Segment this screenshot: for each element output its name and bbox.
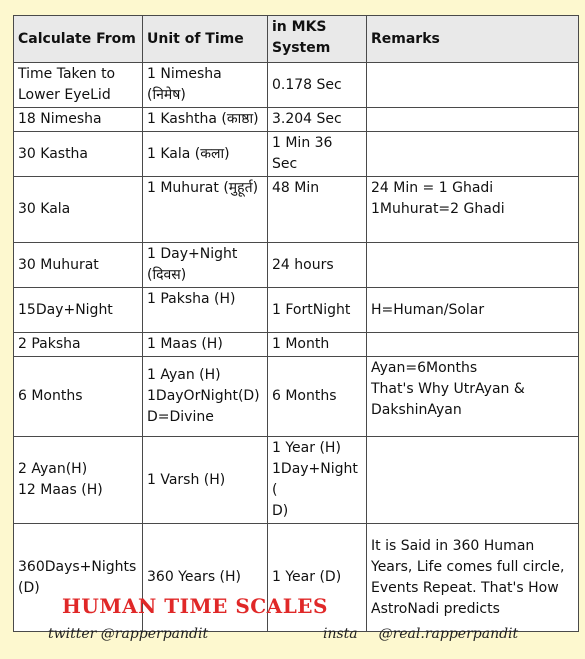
cell-unit-of-time: 360 Years (H) (143, 524, 268, 632)
cell-remarks (367, 243, 579, 288)
footer-title: HUMAN TIME SCALES (62, 594, 328, 618)
cell-calculate-from: 2 Ayan(H) 12 Maas (H) (14, 437, 143, 524)
table-row (14, 177, 579, 243)
header-calculate-from: Calculate From (14, 16, 143, 63)
header-remarks: Remarks (367, 16, 579, 63)
table-row (14, 357, 579, 437)
cell-mks: 1 Year (H) 1Day+Night( D) (268, 437, 367, 524)
cell-remarks: It is Said in 360 Human Years, Life comes full circle, Events Repeat. That's How AstroNadi predicts (367, 524, 579, 632)
cell-unit-of-time: 1 Paksha (H) (143, 288, 268, 333)
cell-calculate-from: 15Day+Night (14, 288, 143, 333)
cell-remarks: 24 Min = 1 Ghadi 1Muhurat=2 Ghadi (367, 177, 579, 243)
header-mks-system: in MKS System (268, 16, 367, 63)
cell-unit-of-time: 1 Maas (H) (143, 333, 268, 357)
cell-mks: 1 Min 36 Sec (268, 132, 367, 177)
cell-calculate-from: 360Days+Nights (D) (14, 524, 143, 632)
table-row (14, 288, 579, 333)
cell-remarks: Ayan=6Months That's Why UtrAyan & DakshinAyan (367, 357, 579, 437)
cell-calculate-from: 2 Paksha (14, 333, 143, 357)
cell-calculate-from: 30 Kala (14, 177, 143, 243)
cell-mks: 0.178 Sec (268, 63, 367, 108)
cell-mks: 1 Month (268, 333, 367, 357)
cell-mks: 24 hours (268, 243, 367, 288)
cell-remarks (367, 108, 579, 132)
table-row (14, 132, 579, 177)
insta-label: insta (323, 626, 358, 642)
table-header-row (14, 16, 579, 63)
header-unit-of-time: Unit of Time (143, 16, 268, 63)
cell-remarks (367, 437, 579, 524)
cell-unit-of-time: 1 Muhurat (मुहूर्त) (143, 177, 268, 243)
cell-unit-of-time: 1 Ayan (H) 1DayOrNight(D) D=Divine (143, 357, 268, 437)
cell-calculate-from: 18 Nimesha (14, 108, 143, 132)
insta-handle: @real.rapperpandit (378, 626, 519, 642)
cell-mks: 1 FortNight (268, 288, 367, 333)
cell-mks: 48 Min (268, 177, 367, 243)
cell-mks: 3.204 Sec (268, 108, 367, 132)
insta-credit (323, 626, 518, 642)
cell-remarks (367, 63, 579, 108)
cell-calculate-from: Time Taken to Lower EyeLid (14, 63, 143, 108)
cell-remarks: H=Human/Solar (367, 288, 579, 333)
cell-unit-of-time: 1 Kashtha (काष्ठा) (143, 108, 268, 132)
cell-calculate-from: 30 Muhurat (14, 243, 143, 288)
table-row (14, 63, 579, 108)
table-row (14, 333, 579, 357)
cell-calculate-from: 6 Months (14, 357, 143, 437)
table-row (14, 243, 579, 288)
cell-unit-of-time: 1 Varsh (H) (143, 437, 268, 524)
cell-unit-of-time: 1 Nimesha (निमेष) (143, 63, 268, 108)
twitter-handle: twitter @rapperpandit (48, 626, 209, 642)
cell-mks: 6 Months (268, 357, 367, 437)
table-row (14, 437, 579, 524)
cell-mks: 1 Year (D) (268, 524, 367, 632)
cell-unit-of-time: 1 Day+Night (दिवस) (143, 243, 268, 288)
cell-remarks (367, 132, 579, 177)
time-scales-table (13, 15, 579, 632)
cell-remarks (367, 333, 579, 357)
cell-calculate-from: 30 Kastha (14, 132, 143, 177)
cell-unit-of-time: 1 Kala (कला) (143, 132, 268, 177)
table-row (14, 108, 579, 132)
